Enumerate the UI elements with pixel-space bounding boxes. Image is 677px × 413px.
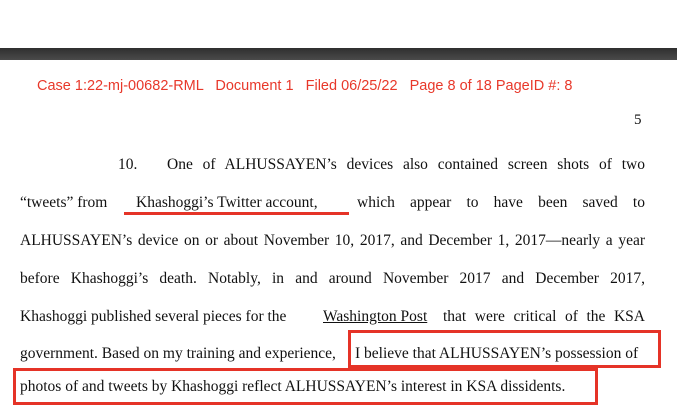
court-filing-header: Case 1:22-mj-00682-RML Document 1 Filed 06/25/22 Page 8 of 18 PageID #: 8 <box>37 78 573 94</box>
paragraph-line-4: before Khashoggi’s death. Notably, in and around November 2017 and December 2017, <box>20 270 645 287</box>
paragraph-line-1: One of ALHUSSAYEN’s devices also contained screen shots of two <box>167 156 645 173</box>
document-page <box>0 60 677 413</box>
boxed-text-line-6: I believe that ALHUSSAYEN’s possession of <box>355 345 639 362</box>
red-underline-annotation <box>124 212 349 215</box>
red-box-annotation-2 <box>13 368 598 405</box>
viewer-top-area <box>0 0 677 48</box>
washington-post-title: Washington Post <box>323 308 428 325</box>
paragraph-line-2-start: “tweets” from <box>20 194 108 211</box>
paragraph-line-6-start: government. Based on my training and experience, <box>20 345 336 362</box>
paragraph-line-2-end: which appear to have been saved to <box>357 194 645 211</box>
page-number: 5 <box>634 112 642 128</box>
paragraph-line-3: ALHUSSAYEN’s device on or about November 10, 2017, and December 1, 2017—nearly a year <box>20 232 645 249</box>
highlighted-twitter-account: Khashoggi’s Twitter account, <box>136 194 318 211</box>
paragraph-line-5-start: Khashoggi published several pieces for the <box>20 308 287 325</box>
paragraph-number: 10. <box>118 156 138 173</box>
viewer-page-separator <box>0 48 677 60</box>
red-box-annotation-1 <box>348 330 661 368</box>
paragraph-line-5-end: that were critical of the KSA <box>443 308 645 325</box>
boxed-text-line-7: photos of and tweets by Khashoggi reflect ALHUSSAYEN’s interest in KSA dissidents. <box>20 378 566 395</box>
